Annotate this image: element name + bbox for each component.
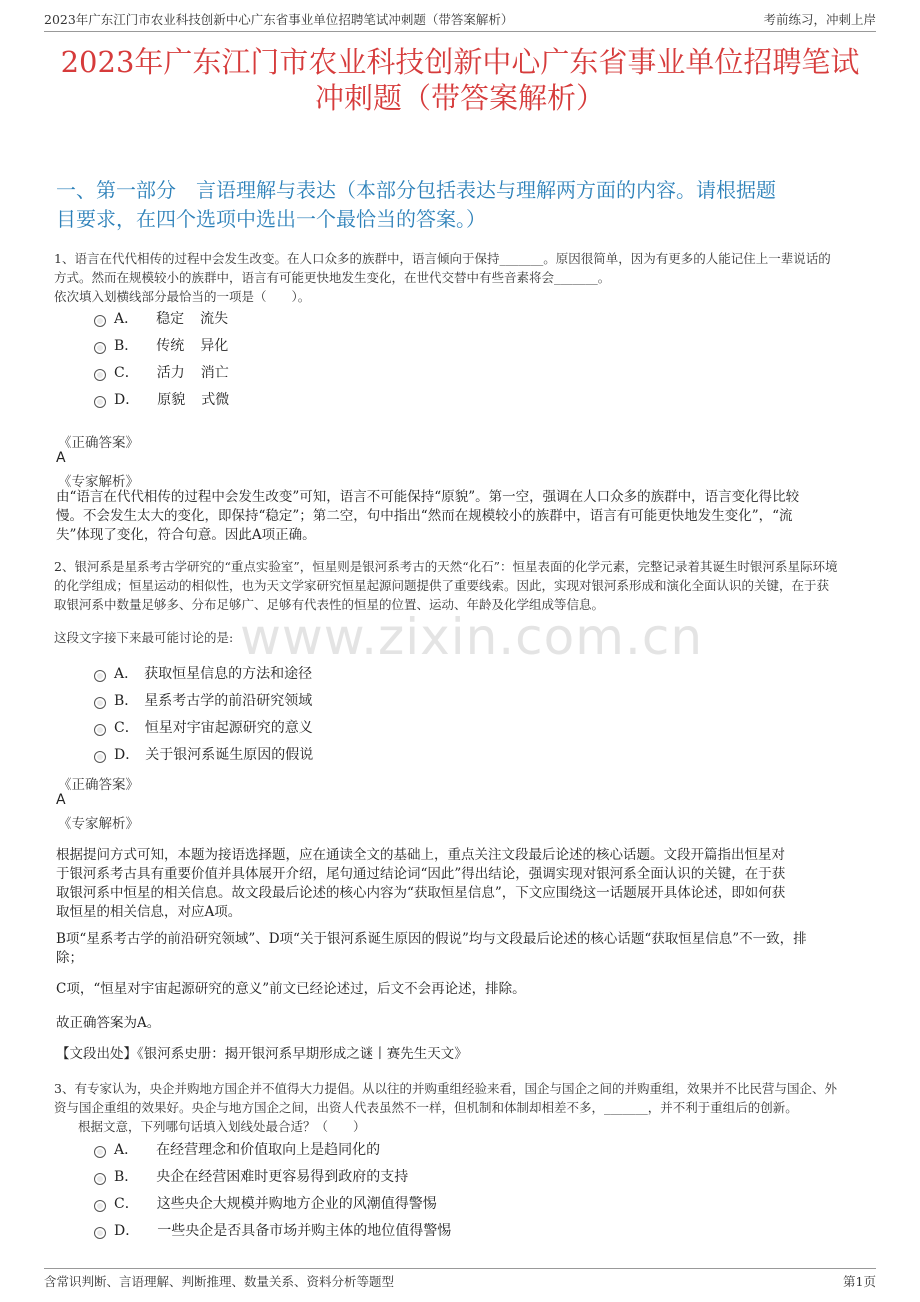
question-3-stem: 3、有专家认为，央企并购地方国企并不值得大力提倡。从以往的并购重组经验来看，国企与国企之间的并购重组，效果并不比民营与国企、外 资与国企重组的效果好。央企与地方国企之间，出资人代表虽然不一样，但机制和体制却相差不多，_______，并不利于重组后的创新。 根据文意，下列哪句话填入划线处最合适？（ ） [54, 1081, 837, 1134]
radio-icon[interactable] [94, 1173, 106, 1185]
question-1-line-3: 依次填入划横线部分最恰当的一项是（ ）。 [54, 289, 311, 304]
question-1-line-2: 方式。然而在规模较小的族群中，语言有可能更快地发生变化，在世代交替中有些音素将会_______。 [54, 270, 611, 285]
question-1-analysis: 由“语言在代代相传的过程中会发生改变”可知，语言不可能保持“原貌”。第一空，强调在人口众多的族群中，语言变化得比较 慢。不会发生太大的变化，即保持“稳定”；第二空，句中指出“然而在规模较小的族群中，语言有可能更快地发生变化”，“流 失”体现了变化，符合句意。因此A项正确。 [56, 489, 800, 543]
question-2-analysis-paragraph-1: 根据提问方式可知，本题为接语选择题，应在通读全文的基础上，重点关注文段最后论述的核心话题。文段开篇指出恒星对 于银河系考古具有重要价值并具体展开介绍，尾句通过结论词“因此”得出结论，强调实现对银河系全面认识的关键，在于获 取银河系中恒星的相关信息。故文段最后论述的核心内容为“获取恒星信息”，下文应围绕这一话题展开具体论述，即如何获 取恒星的相关信息，对应A项。 [56, 847, 786, 920]
question-2-analysis-paragraph-4: 故正确答案为A。 [56, 1015, 161, 1031]
page-number-label: 第1页 [843, 1274, 876, 1289]
question-3-option-c[interactable]: C． 这些央企大规模并购地方企业的风潮值得警惕 [94, 1193, 437, 1213]
radio-icon[interactable] [94, 670, 106, 682]
radio-icon[interactable] [94, 697, 106, 709]
question-3-option-b[interactable]: B． 央企在经营困难时更容易得到政府的支持 [94, 1166, 408, 1186]
footer-topics: 含常识判断、言语理解、判断推理、数量关系、资料分析等题型 [44, 1274, 395, 1289]
running-header [44, 10, 876, 32]
header-document-title: 2023年广东江门市农业科技创新中心广东省事业单位招聘笔试冲刺题（带答案解析） [44, 12, 514, 27]
question-1-analysis-label: 《专家解析》 [58, 474, 139, 490]
radio-icon[interactable] [94, 1146, 106, 1158]
question-3-option-d[interactable]: D． 一些央企是否具备市场并购主体的地位值得警惕 [94, 1220, 451, 1240]
radio-icon[interactable] [94, 369, 106, 381]
question-1-answer-label: 《正确答案》 [58, 435, 139, 451]
page-footer [44, 1268, 876, 1290]
page-title [40, 44, 880, 116]
radio-icon[interactable] [94, 342, 106, 354]
radio-icon[interactable] [94, 315, 106, 327]
section-heading [56, 176, 880, 234]
question-1-option-a[interactable]: A． 稳定 流失 [94, 308, 228, 328]
question-1-answer: A [56, 450, 66, 466]
question-1-option-c[interactable]: C． 活力 消亡 [94, 362, 229, 382]
question-2-prompt: 这段文字接下来最可能讨论的是: [54, 630, 234, 645]
question-2-source: 【文段出处】《银河系史册：揭开银河系早期形成之谜丨赛先生天文》 [56, 1046, 468, 1062]
question-1-stem [54, 249, 876, 306]
question-1-option-b[interactable]: B． 传统 异化 [94, 335, 228, 355]
page-number: 1 [855, 1274, 864, 1289]
question-2-analysis-paragraph-2: B项“星系考古学的前沿研究领域”、D项“关于银河系诞生原因的假说”均与文段最后论述的核心话题“获取恒星信息”不一致，排 除； [56, 931, 807, 966]
page-title-line-2: 冲刺题（带答案解析） [314, 81, 605, 115]
section-heading-line-2: 目要求，在四个选项中选出一个最恰当的答案。） [56, 207, 486, 231]
radio-icon[interactable] [94, 751, 106, 763]
question-1-line-1: 1、语言在代代相传的过程中会发生改变。在人口众多的族群中，语言倾向于保持_______。原因很简单，因为有更多的人能记住上一辈说话的 [54, 251, 831, 266]
question-2-answer-label: 《正确答案》 [58, 777, 139, 793]
question-2-analysis-paragraph-3: C项，“恒星对宇宙起源研究的意义”前文已经论述过，后文不会再论述，排除。 [56, 981, 526, 997]
question-2-answer: A [56, 792, 66, 808]
question-2-stem: 2、银河系是星系考古学研究的“重点实验室”，恒星则是银河系考古的天然“化石”：恒星表面的化学元素，完整记录着其诞生时银河系星际环境 的化学组成；恒星运动的相似性，也为天文学家研究恒星起源问题提供了重要线索。因此，实现对银河系形成和演化全面认识的关键，在于获 取银河系中数量足够多、分布足够广、足够有代表性的恒星的位置、运动、年龄及化学组成等信息。 [54, 559, 838, 612]
radio-icon[interactable] [94, 724, 106, 736]
question-2-option-a[interactable]: A． 获取恒星信息的方法和途径 [94, 663, 312, 683]
question-2-analysis-label: 《专家解析》 [58, 816, 139, 832]
watermark: www.zixin.com.cn [240, 608, 704, 666]
question-2-option-b[interactable]: B． 星系考古学的前沿研究领域 [94, 690, 312, 710]
radio-icon[interactable] [94, 1200, 106, 1212]
header-slogan: 考前练习，冲刺上岸 [763, 12, 876, 27]
radio-icon[interactable] [94, 396, 106, 408]
question-3-option-a[interactable]: A． 在经营理念和价值取向上是趋同化的 [94, 1139, 380, 1159]
radio-icon[interactable] [94, 1227, 106, 1239]
question-2-option-c[interactable]: C． 恒星对宇宙起源研究的意义 [94, 717, 313, 737]
section-heading-line-1: 一、第一部分 言语理解与表达（本部分包括表达与理解两方面的内容。请根据题 [56, 178, 776, 202]
question-2-option-d[interactable]: D． 关于银河系诞生原因的假说 [94, 744, 313, 764]
question-1-option-d[interactable]: D． 原貌 式微 [94, 389, 229, 409]
page-title-line-1: 2023年广东江门市农业科技创新中心广东省事业单位招聘笔试 [60, 45, 860, 79]
